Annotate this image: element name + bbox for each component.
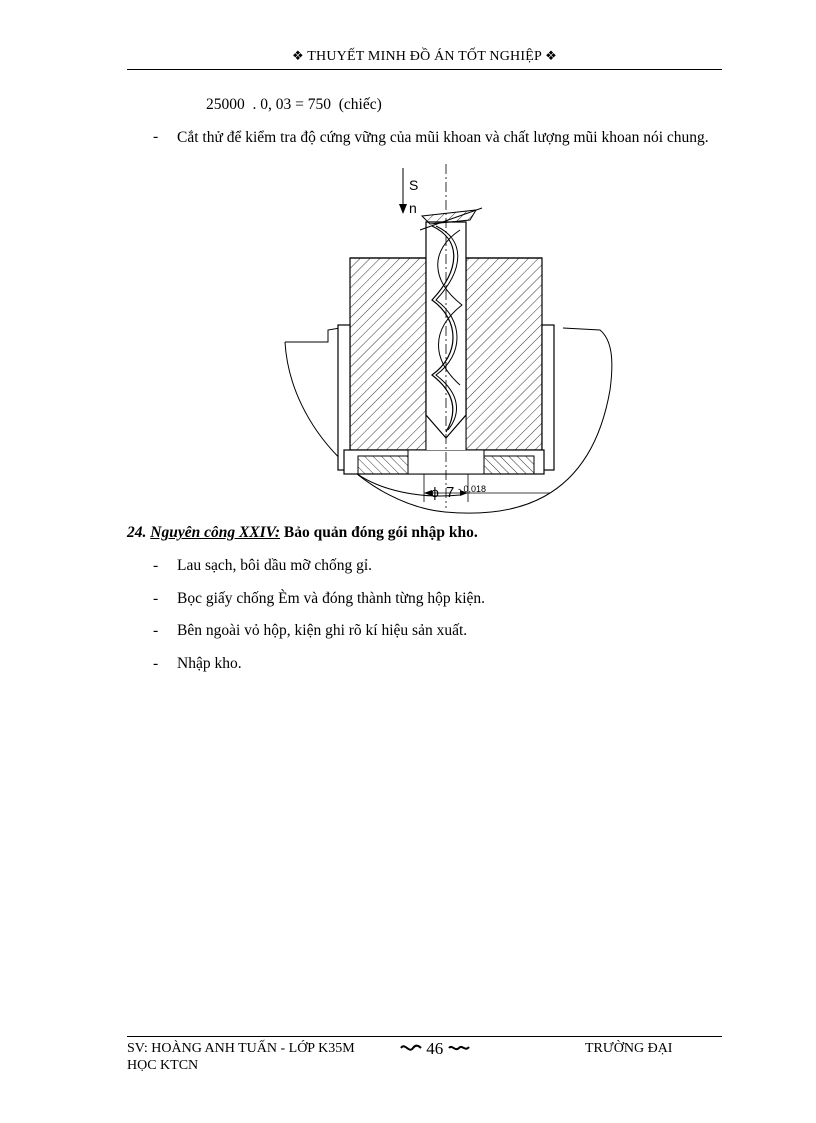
clamp-right xyxy=(542,325,554,470)
speed-label: n xyxy=(409,200,417,216)
footer-school: TRƯỜNG ĐẠI xyxy=(585,1041,673,1056)
footer-school-cont: HỌC KTCN xyxy=(127,1058,199,1073)
header-title: THUYẾT MINH ĐỒ ÁN TỐT NGHIỆP xyxy=(307,49,542,64)
chuck xyxy=(422,210,476,224)
footer-divider xyxy=(127,1036,722,1037)
bullet-dash: - xyxy=(153,655,159,672)
diameter-symbol: ϕ xyxy=(431,484,439,500)
bush-right xyxy=(484,456,534,474)
footer-right-ornament-icon xyxy=(448,1042,470,1054)
header-right-ornament-icon: ❖ xyxy=(545,48,557,63)
section-operation: Nguyên công XXIV xyxy=(150,524,275,541)
bush-left xyxy=(358,456,408,474)
clamp-left xyxy=(338,325,350,470)
section-number: 24. xyxy=(127,524,147,541)
bullet-intro-text: Cắt thử để kiểm tra độ cứng vững của mũi khoan và chất lượng mũi khoan nói chung. xyxy=(177,129,709,146)
page-number-value: 46 xyxy=(426,1039,444,1058)
bullet-dash: - xyxy=(153,622,159,639)
bullet-dash: - xyxy=(153,128,159,145)
footer-left-ornament-icon xyxy=(400,1042,422,1054)
section-title-text: Bảo quản đóng gói nhập kho. xyxy=(280,524,478,541)
feed-label: S xyxy=(409,177,419,193)
diameter-tolerance: - 0,018 xyxy=(458,484,487,494)
bullet-text: Bọc giấy chống Èm và đóng thành từng hộp kiện. xyxy=(177,590,486,607)
bullet-text: Bên ngoài vỏ hộp, kiện ghi rõ kí hiệu sản xuất. xyxy=(177,622,468,639)
drill-test-figure xyxy=(280,160,620,535)
section-heading xyxy=(127,524,478,542)
diameter-value: 7 xyxy=(446,484,455,501)
drill-drawing xyxy=(280,160,620,530)
quantity-formula: 25000 . 0, 03 = 750 (chiếc) xyxy=(206,96,382,113)
header-left-ornament-icon: ❖ xyxy=(291,48,304,63)
workpiece-right xyxy=(466,258,542,450)
workpiece-left xyxy=(350,258,426,450)
page-number xyxy=(400,1039,470,1059)
header-divider xyxy=(127,69,722,70)
bullet-text: Lau sạch, bôi dầu mỡ chống gỉ. xyxy=(177,557,373,574)
bullet-text: Nhập kho. xyxy=(177,655,242,672)
footer-author: SV: HOÀNG ANH TUẤN - LỚP K35M xyxy=(127,1041,355,1056)
section-colon: : xyxy=(274,524,281,541)
page-header xyxy=(127,48,722,65)
bullet-dash: - xyxy=(153,590,159,607)
bullet-dash: - xyxy=(153,557,159,574)
